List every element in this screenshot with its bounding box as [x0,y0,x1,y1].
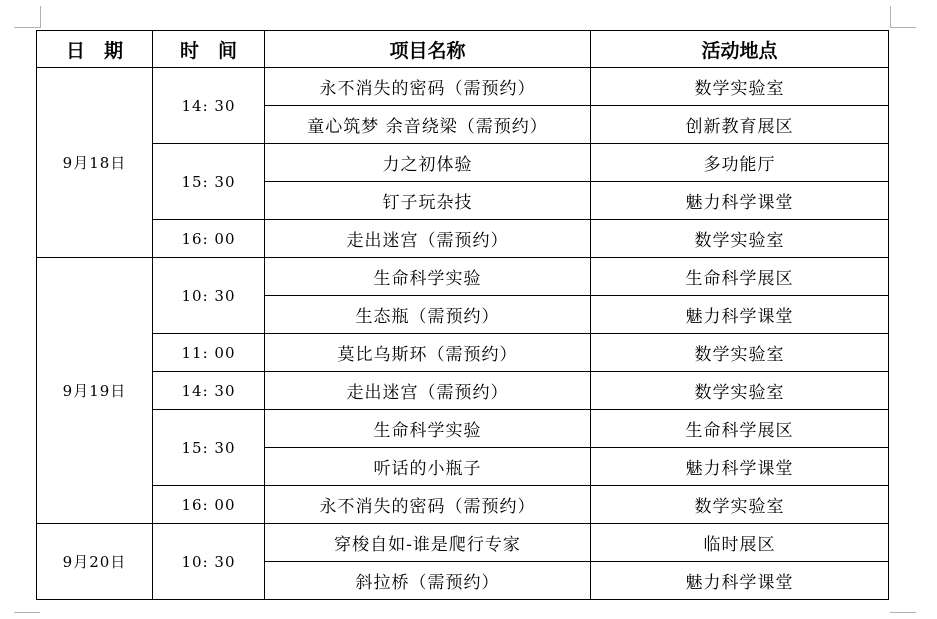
table-row [37,144,889,182]
crop-mark [890,27,916,28]
time-cell: 11: 00 [153,334,265,372]
time-cell: 15: 30 [153,144,265,220]
header-project-name: 项目名称 [265,31,591,68]
project-name-cell: 力之初体验 [265,144,591,182]
header-time: 时 间 [153,31,265,68]
location-cell: 数学实验室 [591,68,889,106]
table-row [37,220,889,258]
table-row [37,524,889,562]
time-cell: 10: 30 [153,524,265,600]
table-row [37,372,889,410]
location-cell: 魅力科学课堂 [591,562,889,600]
activity-schedule-table [36,30,889,600]
crop-mark [40,6,41,28]
crop-mark [14,612,40,613]
header-location: 活动地点 [591,31,889,68]
location-cell: 数学实验室 [591,334,889,372]
location-cell: 魅力科学课堂 [591,448,889,486]
project-name-cell: 走出迷宫（需预约） [265,220,591,258]
time-cell: 15: 30 [153,410,265,486]
project-name-cell: 永不消失的密码（需预约） [265,486,591,524]
table-row [37,334,889,372]
location-cell: 多功能厅 [591,144,889,182]
project-name-cell: 莫比乌斯环（需预约） [265,334,591,372]
time-cell: 14: 30 [153,372,265,410]
location-cell: 数学实验室 [591,486,889,524]
location-cell: 生命科学展区 [591,410,889,448]
location-cell: 创新教育展区 [591,106,889,144]
time-cell: 14: 30 [153,68,265,144]
table-row [37,68,889,106]
crop-mark [890,6,891,28]
location-cell: 生命科学展区 [591,258,889,296]
project-name-cell: 童心筑梦 余音绕梁（需预约） [265,106,591,144]
project-name-cell: 听话的小瓶子 [265,448,591,486]
project-name-cell: 永不消失的密码（需预约） [265,68,591,106]
table-row [37,258,889,296]
crop-mark [890,612,916,613]
location-cell: 数学实验室 [591,220,889,258]
date-cell: 9月20日 [37,524,153,600]
project-name-cell: 生命科学实验 [265,258,591,296]
project-name-cell: 走出迷宫（需预约） [265,372,591,410]
time-cell: 16: 00 [153,486,265,524]
project-name-cell: 生态瓶（需预约） [265,296,591,334]
location-cell: 临时展区 [591,524,889,562]
project-name-cell: 斜拉桥（需预约） [265,562,591,600]
project-name-cell: 穿梭自如-谁是爬行专家 [265,524,591,562]
table-header-row [37,31,889,68]
location-cell: 魅力科学课堂 [591,182,889,220]
location-cell: 魅力科学课堂 [591,296,889,334]
date-cell: 9月18日 [37,68,153,258]
table-row [37,410,889,448]
header-date: 日 期 [37,31,153,68]
table-row [37,486,889,524]
time-cell: 16: 00 [153,220,265,258]
crop-mark [14,27,40,28]
location-cell: 数学实验室 [591,372,889,410]
project-name-cell: 生命科学实验 [265,410,591,448]
table-body [37,68,889,600]
date-cell: 9月19日 [37,258,153,524]
time-cell: 10: 30 [153,258,265,334]
project-name-cell: 钉子玩杂技 [265,182,591,220]
